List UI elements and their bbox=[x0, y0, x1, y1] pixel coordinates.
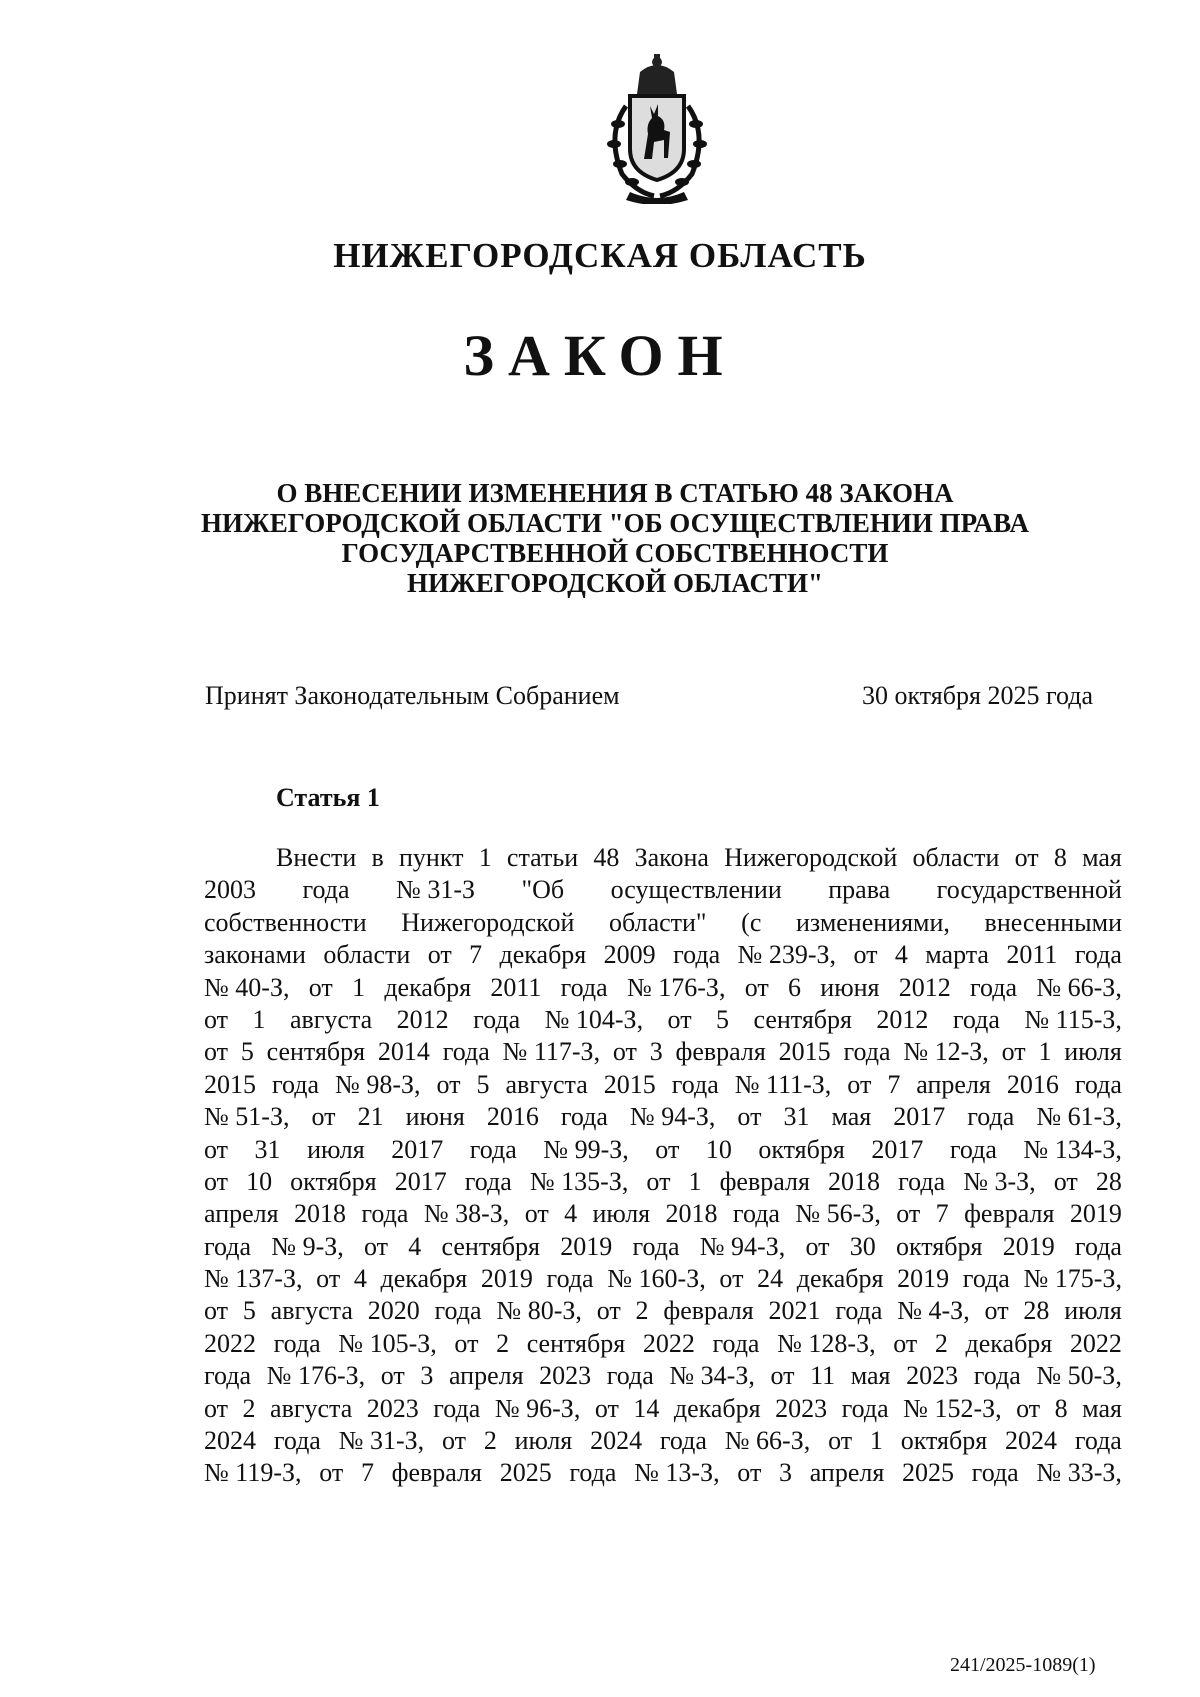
article-word: Нижегородской bbox=[401, 907, 575, 937]
article-word: № 117-З, bbox=[502, 1037, 601, 1067]
article-line bbox=[204, 972, 1122, 1004]
article-word: года bbox=[712, 1328, 760, 1358]
article-word: 30 bbox=[849, 1231, 876, 1261]
article-word: июня bbox=[820, 972, 880, 1002]
article-word: года bbox=[1074, 940, 1122, 970]
article-word: Закона bbox=[634, 843, 709, 872]
article-word: 2019 bbox=[897, 1264, 950, 1294]
article-word: 2019 bbox=[1069, 1199, 1122, 1229]
law-title-line: НИЖЕГОРОДСКОЙ ОБЛАСТИ "ОБ ОСУЩЕСТВЛЕНИИ ПРАВА bbox=[201, 508, 1029, 538]
article-word: апреля bbox=[204, 1199, 279, 1229]
article-word: сентября bbox=[266, 1037, 366, 1067]
article-word: февраля bbox=[391, 1458, 482, 1488]
article-word: 2015 bbox=[778, 1037, 831, 1067]
article-line bbox=[204, 1069, 1122, 1101]
article-word: № 80-З, bbox=[496, 1296, 582, 1326]
article-line bbox=[204, 1263, 1122, 1295]
article-word: 2023 bbox=[539, 1361, 592, 1391]
article-word: № 94-З, bbox=[699, 1231, 786, 1261]
article-word: от bbox=[204, 1296, 229, 1326]
article-word: 2024 bbox=[204, 1426, 256, 1456]
article-word: области bbox=[323, 940, 411, 970]
article-word: 2011 bbox=[490, 972, 542, 1002]
article-word: 14 bbox=[633, 1393, 660, 1423]
article-word: № 175-З, bbox=[1023, 1264, 1122, 1294]
article-word: года bbox=[560, 1102, 608, 1132]
article-word: от bbox=[594, 1393, 619, 1423]
article-word: 2016 bbox=[486, 1102, 539, 1132]
article-word: № 115-З, bbox=[1024, 1004, 1122, 1034]
article-word: 7 bbox=[469, 940, 483, 970]
article-word: 5 bbox=[716, 1004, 730, 1034]
article-word: 2021 bbox=[768, 1296, 821, 1326]
article-word: № 176-З, bbox=[266, 1361, 366, 1391]
article-word: от bbox=[893, 1328, 918, 1358]
article-word: от bbox=[204, 1134, 229, 1164]
article-word: № 99-З, bbox=[543, 1134, 629, 1164]
article-word: 2017 bbox=[394, 1166, 447, 1196]
article-word: от bbox=[655, 1134, 680, 1164]
article-word: № 3-З, bbox=[963, 1166, 1036, 1196]
article-word: 2015 bbox=[603, 1069, 656, 1099]
article-word: 7 bbox=[935, 1199, 949, 1229]
article-word: 1 bbox=[252, 1004, 266, 1034]
article-word: года bbox=[673, 940, 721, 970]
article-line bbox=[204, 939, 1122, 971]
article-word: осуществлении bbox=[610, 875, 782, 905]
article-word: августа bbox=[270, 1393, 353, 1423]
article-word: февраля bbox=[675, 1037, 766, 1067]
article-word: года bbox=[841, 1393, 889, 1423]
article-word: законами bbox=[204, 940, 306, 970]
article-word: года bbox=[442, 1037, 490, 1067]
article-word: от bbox=[204, 1037, 229, 1067]
article-word: № 98-З, bbox=[335, 1069, 421, 1099]
article-word: № 66-З, bbox=[1036, 972, 1122, 1002]
article-word: "Об bbox=[521, 875, 565, 905]
article-word: августа bbox=[270, 1296, 353, 1326]
article-word: № 152-З, bbox=[903, 1393, 1002, 1423]
article-word: мая bbox=[850, 1361, 891, 1391]
article-word: года bbox=[273, 1328, 321, 1358]
article-word: 2 bbox=[496, 1328, 510, 1358]
article-line bbox=[204, 907, 1122, 939]
article-word: № 94-З, bbox=[629, 1102, 716, 1132]
article-word: от bbox=[1014, 843, 1039, 872]
article-word: 2019 bbox=[1002, 1231, 1055, 1261]
article-word: от bbox=[308, 972, 333, 1002]
article-word: от bbox=[204, 1393, 229, 1423]
article-word: 2 bbox=[635, 1296, 649, 1326]
article-word: 31 bbox=[783, 1102, 810, 1132]
article-word: сентября bbox=[753, 1004, 852, 1034]
article-line bbox=[204, 874, 1122, 906]
article-word: от bbox=[1016, 1393, 1041, 1423]
article-word: 10 bbox=[705, 1134, 732, 1164]
article-word: № 128-З, bbox=[777, 1328, 876, 1358]
article-word: февраля bbox=[663, 1296, 754, 1326]
article-word: от bbox=[319, 1458, 344, 1488]
article-word: декабря bbox=[384, 972, 472, 1002]
article-word: 2017 bbox=[871, 1134, 924, 1164]
article-word: 5 bbox=[242, 1296, 256, 1326]
article-word: № 160-З, bbox=[607, 1264, 706, 1294]
article-line bbox=[204, 1101, 1122, 1133]
article-line bbox=[204, 1360, 1122, 1392]
article-word: 4 bbox=[894, 940, 908, 970]
article-word: 2017 bbox=[893, 1102, 946, 1132]
article-word: 2025 bbox=[499, 1458, 552, 1488]
article-word: года bbox=[1074, 1069, 1122, 1099]
article-word: года bbox=[1074, 1426, 1122, 1456]
article-word: № 33-З, bbox=[1036, 1458, 1122, 1488]
article-word: 11 bbox=[810, 1361, 836, 1391]
article-word: № 119-З, bbox=[204, 1458, 302, 1488]
article-heading: Статья 1 bbox=[276, 783, 380, 812]
article-word: № 96-З, bbox=[494, 1393, 581, 1423]
article-word: изменениями, bbox=[796, 907, 950, 937]
article-word: права bbox=[828, 875, 891, 905]
article-word: сентября bbox=[441, 1231, 540, 1261]
article-word: 5 bbox=[240, 1037, 254, 1067]
article-word: 2 bbox=[483, 1426, 497, 1456]
article-word: от bbox=[441, 1426, 467, 1456]
article-word: от bbox=[454, 1328, 479, 1358]
article-word: мая bbox=[831, 1102, 872, 1132]
article-word: 2 bbox=[934, 1328, 948, 1358]
article-word: года bbox=[434, 1296, 482, 1326]
article-word: от bbox=[524, 1199, 549, 1229]
article-word: № 135-З, bbox=[529, 1166, 629, 1196]
article-word: от bbox=[427, 940, 452, 970]
article-word: апреля bbox=[916, 1069, 991, 1099]
article-word: 2025 bbox=[901, 1458, 954, 1488]
article-word: № 239-З, bbox=[737, 940, 837, 970]
article-word: года bbox=[546, 1264, 594, 1294]
article-word: 28 bbox=[1023, 1296, 1050, 1326]
article-word: № 31-З bbox=[396, 875, 476, 905]
article-word: 2003 bbox=[204, 875, 256, 905]
article-word: июля bbox=[1064, 1037, 1122, 1067]
article-word: области" bbox=[609, 907, 707, 937]
article-word: года bbox=[569, 1458, 617, 1488]
article-word: № 176-З, bbox=[626, 972, 726, 1002]
article-word: 21 bbox=[357, 1102, 384, 1132]
article-word: 7 bbox=[887, 1069, 901, 1099]
article-word: от bbox=[596, 1296, 621, 1326]
article-word: 2022 bbox=[204, 1328, 256, 1358]
article-word: 2024 bbox=[590, 1426, 643, 1456]
article-word: февраля bbox=[719, 1166, 810, 1196]
law-title-line: О ВНЕСЕНИИ ИЗМЕНЕНИЯ В СТАТЬЮ 48 ЗАКОНА bbox=[276, 478, 954, 508]
article-word: года bbox=[1074, 1231, 1122, 1261]
article-word: 2023 bbox=[775, 1393, 828, 1423]
article-word: 1 bbox=[688, 1166, 702, 1196]
article-word: года bbox=[464, 1166, 512, 1196]
article-word: года bbox=[560, 972, 608, 1002]
article-word: № 104-З, bbox=[544, 1004, 644, 1034]
article-word: от bbox=[744, 972, 769, 1002]
article-word: от bbox=[436, 1069, 461, 1099]
document-type: ЗАКОН bbox=[463, 323, 737, 388]
article-word: года bbox=[732, 1199, 780, 1229]
article-word: года bbox=[952, 1004, 1000, 1034]
article-word: № 13-З, bbox=[634, 1458, 720, 1488]
article-word: октября bbox=[900, 1426, 988, 1456]
article-word: года bbox=[204, 1231, 252, 1261]
article-word: года bbox=[606, 1361, 654, 1391]
article-line bbox=[204, 1425, 1122, 1457]
article-word: государственной bbox=[936, 875, 1122, 905]
article-word: октября bbox=[758, 1134, 845, 1164]
article-body bbox=[204, 842, 1122, 1490]
article-word: от bbox=[719, 1264, 744, 1294]
article-word: от bbox=[311, 1102, 336, 1132]
article-word: 1 bbox=[1038, 1037, 1052, 1067]
article-word: июля bbox=[1064, 1296, 1122, 1326]
article-word: 2023 bbox=[906, 1361, 959, 1391]
article-word: области bbox=[912, 843, 1000, 872]
article-word: от bbox=[316, 1264, 341, 1294]
article-word: года bbox=[659, 1426, 707, 1456]
article-word: года bbox=[970, 972, 1018, 1002]
article-word: от bbox=[853, 940, 878, 970]
law-title bbox=[150, 478, 1080, 598]
article-word: октября bbox=[895, 1231, 983, 1261]
article-word: Нижегородской bbox=[724, 843, 898, 872]
article-word: 2019 bbox=[480, 1264, 533, 1294]
article-word: 2024 bbox=[1005, 1426, 1057, 1456]
article-word: 2017 bbox=[391, 1134, 444, 1164]
article-word: от bbox=[364, 1231, 389, 1261]
article-word: года bbox=[971, 1458, 1019, 1488]
article-word: 48 bbox=[593, 843, 620, 872]
article-word: августа bbox=[289, 1004, 373, 1034]
article-word: года bbox=[361, 1199, 409, 1229]
article-word: от bbox=[828, 1426, 853, 1456]
article-word: 3 bbox=[649, 1037, 663, 1067]
article-word: апреля bbox=[809, 1458, 885, 1488]
article-word: года bbox=[273, 1426, 321, 1456]
article-word: года bbox=[433, 1393, 481, 1423]
article-word: № 51-З, bbox=[204, 1102, 290, 1132]
article-word: года bbox=[973, 1361, 1021, 1391]
article-word: августа bbox=[505, 1069, 588, 1099]
article-word: года bbox=[204, 1361, 252, 1391]
article-word: от bbox=[646, 1166, 671, 1196]
article-line bbox=[204, 1393, 1122, 1425]
article-word: декабря bbox=[499, 940, 587, 970]
article-word: июня bbox=[405, 1102, 465, 1132]
article-word: от bbox=[984, 1296, 1009, 1326]
article-word: 2012 bbox=[396, 1004, 449, 1034]
article-word: от bbox=[380, 1361, 405, 1391]
article-word: 1 bbox=[478, 843, 492, 872]
article-word: от bbox=[896, 1199, 921, 1229]
article-word: от bbox=[737, 1458, 762, 1488]
article-word: 2014 bbox=[377, 1037, 430, 1067]
article-word: 8 bbox=[1054, 1393, 1068, 1423]
article-word: сентября bbox=[526, 1328, 626, 1358]
article-word: апреля bbox=[448, 1361, 524, 1391]
article-word: 2015 bbox=[204, 1069, 256, 1099]
article-word: 4 bbox=[564, 1199, 578, 1229]
article-line bbox=[204, 1166, 1122, 1198]
article-word: 3 bbox=[420, 1361, 434, 1391]
article-word: от bbox=[770, 1361, 795, 1391]
article-word: 2018 bbox=[665, 1199, 718, 1229]
article-word: внесенными bbox=[984, 907, 1122, 937]
document-code: 241/2025-1089(1) bbox=[950, 1654, 1096, 1676]
article-word: 2016 bbox=[1006, 1069, 1059, 1099]
article-word: года bbox=[898, 1166, 946, 1196]
article-word: № 111-З, bbox=[734, 1069, 832, 1099]
article-word: в bbox=[371, 843, 384, 872]
article-word: июля bbox=[307, 1134, 365, 1164]
article-word: года bbox=[632, 1231, 680, 1261]
article-word: мая bbox=[1082, 1393, 1122, 1423]
article-word: 7 bbox=[360, 1458, 374, 1488]
article-word: от bbox=[847, 1069, 872, 1099]
article-word: № 40-З, bbox=[204, 972, 290, 1002]
article-word: 1 bbox=[352, 972, 366, 1002]
article-word: 2018 bbox=[293, 1199, 346, 1229]
article-word: 4 bbox=[408, 1231, 422, 1261]
article-line bbox=[204, 1457, 1122, 1489]
article-word: № 34-З, bbox=[669, 1361, 755, 1391]
article-word: № 134-З, bbox=[1023, 1134, 1122, 1164]
article-word: года bbox=[671, 1069, 719, 1099]
law-title-line: ГОСУДАРСТВЕННОЙ СОБСТВЕННОСТИ bbox=[341, 538, 889, 568]
article-word: года bbox=[271, 1069, 320, 1099]
article-word: собственности bbox=[204, 907, 367, 937]
article-word: статьи bbox=[506, 843, 579, 872]
article-word: № 105-З, bbox=[338, 1328, 437, 1358]
article-word: года bbox=[473, 1004, 521, 1034]
article-word: № 50-З, bbox=[1036, 1361, 1122, 1391]
article-word: от bbox=[805, 1231, 830, 1261]
article-word: года bbox=[949, 1134, 997, 1164]
article-word: июля bbox=[514, 1426, 573, 1456]
article-word: 2011 bbox=[1006, 940, 1058, 970]
article-word: октября bbox=[290, 1166, 377, 1196]
article-word: декабря bbox=[380, 1264, 468, 1294]
article-word: 31 bbox=[254, 1134, 281, 1164]
law-title-line: НИЖЕГОРОДСКОЙ ОБЛАСТИ" bbox=[407, 568, 823, 598]
article-word: от bbox=[737, 1102, 762, 1132]
article-word: № 9-З, bbox=[271, 1231, 344, 1261]
article-word: года bbox=[967, 1102, 1015, 1132]
article-word: года bbox=[843, 1037, 891, 1067]
article-word: июля bbox=[592, 1199, 651, 1229]
article-word: 5 bbox=[476, 1069, 490, 1099]
article-word: № 137-З, bbox=[204, 1264, 303, 1294]
article-line bbox=[204, 1004, 1122, 1036]
article-word: 2020 bbox=[367, 1296, 420, 1326]
article-word: декабря bbox=[796, 1264, 884, 1294]
article-word: 8 bbox=[1053, 843, 1067, 872]
article-word: № 38-З, bbox=[423, 1199, 510, 1229]
region-name: НИЖЕГОРОДСКАЯ ОБЛАСТЬ bbox=[333, 236, 867, 275]
article-word: от bbox=[204, 1166, 229, 1196]
article-word: 6 bbox=[788, 972, 802, 1002]
article-word: № 61-З, bbox=[1036, 1102, 1122, 1132]
article-word: 24 bbox=[757, 1264, 784, 1294]
article-line bbox=[204, 1134, 1122, 1166]
article-word: Внести bbox=[276, 843, 357, 872]
article-word: года bbox=[962, 1264, 1010, 1294]
article-line bbox=[204, 842, 1122, 874]
article-word: марта bbox=[925, 940, 989, 970]
article-word: мая bbox=[1082, 843, 1122, 872]
article-word: 10 bbox=[246, 1166, 273, 1196]
article-word: года bbox=[302, 875, 350, 905]
adoption-label: Принят Законодательным Собранием bbox=[205, 681, 620, 710]
article-word: 2012 bbox=[876, 1004, 929, 1034]
article-word: от bbox=[612, 1037, 637, 1067]
article-word: от bbox=[667, 1004, 692, 1034]
article-line bbox=[204, 1231, 1122, 1263]
article-word: 2009 bbox=[603, 940, 656, 970]
article-word: № 31-З, bbox=[338, 1426, 425, 1456]
article-word: 4 bbox=[353, 1264, 367, 1294]
article-word: 2 bbox=[242, 1393, 256, 1423]
article-word: от bbox=[1053, 1166, 1078, 1196]
coat-of-arms-icon bbox=[592, 54, 722, 204]
article-word: № 56-З, bbox=[795, 1199, 881, 1229]
article-word: 1 bbox=[869, 1426, 883, 1456]
article-word: от bbox=[204, 1004, 229, 1034]
article-line bbox=[204, 1036, 1122, 1068]
article-line bbox=[204, 1198, 1122, 1230]
article-word: от bbox=[1001, 1037, 1026, 1067]
article-word: № 4-З, bbox=[897, 1296, 970, 1326]
article-word: 2022 bbox=[642, 1328, 695, 1358]
article-word: февраля bbox=[964, 1199, 1055, 1229]
adoption-date: 30 октября 2025 года bbox=[862, 681, 1093, 710]
article-word: 2023 bbox=[366, 1393, 419, 1423]
article-word: 2012 bbox=[898, 972, 951, 1002]
article-word: № 12-З, bbox=[903, 1037, 989, 1067]
article-line bbox=[204, 1328, 1122, 1360]
article-word: 2019 bbox=[560, 1231, 613, 1261]
article-word: № 66-З, bbox=[724, 1426, 811, 1456]
article-word: (с bbox=[741, 907, 762, 937]
article-word: 3 bbox=[779, 1458, 793, 1488]
article-word: пункт bbox=[398, 843, 464, 872]
article-line bbox=[204, 1295, 1122, 1327]
article-word: 2022 bbox=[1069, 1328, 1122, 1358]
article-word: 28 bbox=[1095, 1166, 1122, 1196]
article-word: года bbox=[469, 1134, 517, 1164]
article-word: 2018 bbox=[828, 1166, 881, 1196]
article-word: декабря bbox=[965, 1328, 1053, 1358]
article-word: декабря bbox=[673, 1393, 761, 1423]
article-word: года bbox=[835, 1296, 883, 1326]
